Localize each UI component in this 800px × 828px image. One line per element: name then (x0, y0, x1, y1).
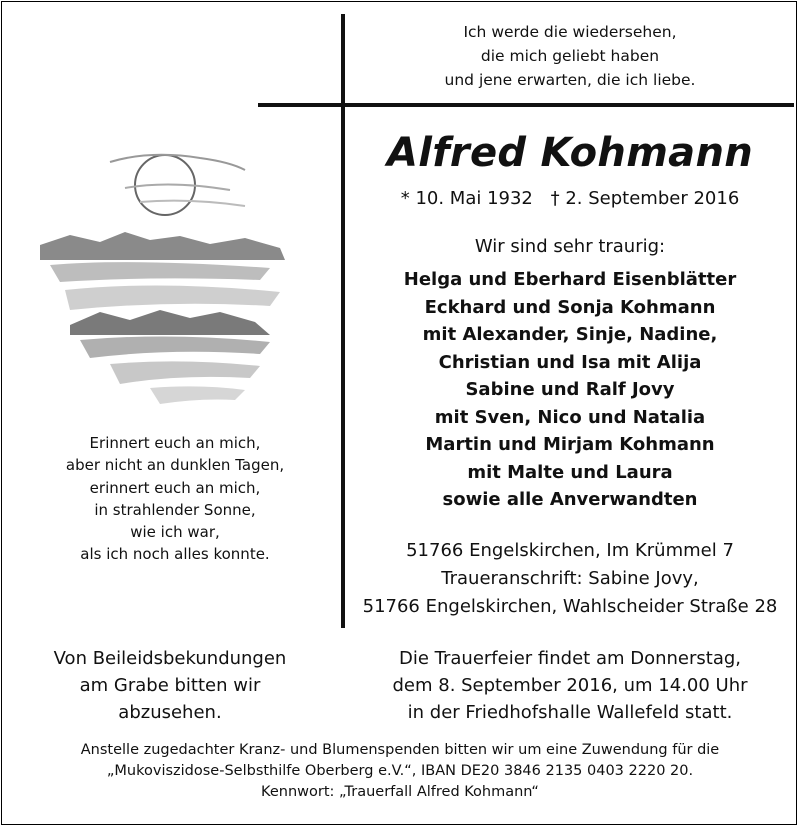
mountain-ridge (70, 310, 270, 335)
sun-landscape-artwork (30, 140, 320, 410)
donation-request (20, 740, 780, 803)
donation-line: Kennwort: „Trauerfall Alfred Kohmann“ (261, 784, 539, 800)
poem-line: aber nicht an dunklen Tagen, (65, 456, 285, 475)
quote-line: und jene erwarten, die ich liebe. (444, 71, 696, 89)
address-block (340, 537, 800, 621)
mourner-line: mit Malte und Laura (467, 461, 673, 483)
quote-line: Ich werde die wiedersehen, (463, 23, 677, 41)
mourner-line: mit Sven, Nico und Natalia (434, 406, 706, 428)
cross-horizontal-bar (258, 103, 794, 107)
address-line: Traueranschrift: Sabine Jovy, (441, 568, 699, 589)
water-reflection (50, 262, 270, 282)
poem (30, 432, 320, 566)
life-dates (370, 188, 770, 209)
poem-line: in strahlender Sonne, (94, 500, 256, 519)
donation-line: Anstelle zugedachter Kranz- und Blumenspenden bitten wir um eine Zuwendung für die (80, 742, 720, 758)
ceremony-line: Die Trauerfeier findet am Donnerstag, (398, 648, 742, 669)
poem-line: erinnert euch an mich, (89, 478, 261, 497)
mourner-line: mit Alexander, Sinje, Nadine, (422, 324, 718, 345)
donation-line: „Mukoviszidose-Selbsthilfe Oberberg e.V.“, IBAN DE20 3846 2135 0403 2220 20. (106, 763, 694, 779)
address-line: 51766 Engelskirchen, Im Krümmel 7 (406, 540, 734, 561)
poem-line: als ich noch alles konnte. (80, 545, 270, 564)
poem-line: Erinnert euch an mich, (89, 434, 261, 452)
quote-line: die mich geliebt haben (480, 47, 660, 65)
ceremony-line: in der Friedhofshalle Wallefeld statt. (407, 702, 733, 723)
condolence-line: am Grabe bitten wir (79, 675, 261, 696)
condolence-line: Von Beileidsbekundungen (53, 648, 287, 669)
top-quote (420, 20, 720, 92)
mourner-line: Sabine und Ralf Jovy (465, 379, 675, 400)
ceremony-info (350, 645, 790, 726)
address-line: 51766 Engelskirchen, Wahlscheider Straße 28 (362, 596, 778, 617)
mourner-line: Helga und Eberhard Eisenblätter (403, 269, 737, 290)
water-reflection (150, 386, 245, 404)
mourner-line: sowie alle Anverwandten (442, 489, 698, 510)
water-reflection (65, 285, 280, 310)
condolence-line: abzusehen. (118, 702, 222, 723)
deceased-name: Alfred Kohmann (386, 130, 754, 176)
death-date: † 2. September 2016 (550, 188, 740, 209)
mourners-list (370, 266, 770, 514)
ceremony-line: dem 8. September 2016, um 14.00 Uhr (392, 675, 748, 696)
mountain-ridge (40, 232, 285, 260)
mourner-line: Christian und Isa mit Alija (438, 351, 702, 373)
poem-line: wie ich war, (130, 523, 220, 542)
water-reflection (110, 361, 260, 384)
water-reflection (80, 336, 270, 358)
mourner-line: Martin und Mirjam Kohmann (425, 434, 715, 455)
mourners-intro: Wir sind sehr traurig: (474, 236, 666, 257)
mourner-line: Eckhard und Sonja Kohmann (424, 296, 716, 318)
condolence-request (20, 645, 320, 726)
birth-date: * 10. Mai 1932 (400, 188, 533, 209)
